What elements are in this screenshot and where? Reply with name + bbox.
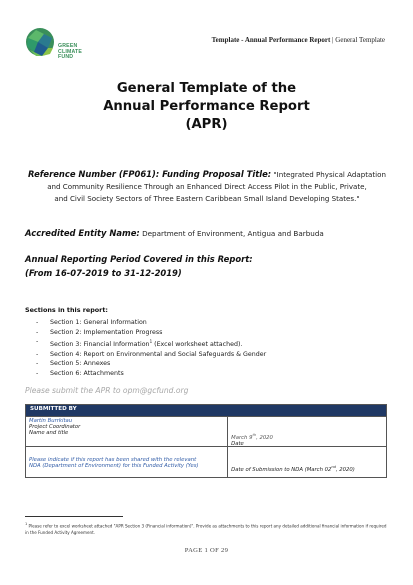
footnote-number: 1 [25,522,28,526]
footnote-ref: 1 [149,339,153,345]
table-row [26,447,387,478]
reporting-period [25,252,253,280]
page-number: PAGE 1 OF 29 [184,547,229,554]
submitter-role: Project Coordinator [29,424,81,430]
date-cell [228,417,387,447]
reporting-period-label: Annual Reporting Period Covered in this Report: [25,254,253,264]
list-item: - Section 6: Attachments [36,369,266,379]
gcf-logo [24,26,104,70]
accredited-entity-value: Department of Environment, Antigua and Barbuda [139,229,324,238]
submit-instruction: Please submit the APR to opm@gcfund.org [25,386,189,395]
nda-shared-cell [26,447,228,478]
table-header: SUBMITTED BY [26,405,387,417]
sections-heading: Sections in this report: [25,306,108,314]
running-header [212,36,385,44]
submission-date: March 9th, 2020 [231,433,273,441]
nda-date-cell [228,447,387,478]
submitter-cell [26,417,228,447]
title-line-3: (APR) [185,117,228,132]
sections-list [36,318,266,379]
gcf-globe-icon [24,26,58,66]
nda-submission-date: Date of Submission to NDA (March 02nd, 2020) [231,465,355,473]
nda-shared-line-1: Please indicate if this report has been shared with the relevant [29,457,197,463]
name-caption: Name and title [29,430,69,436]
list-item: - Section 2: Implementation Progress [36,328,266,338]
reference-label: Reference Number (FP061): Funding Proposal Title: [28,169,272,179]
reference-text-1: "Integrated Physical Adaptation [271,170,386,179]
reference-block [26,168,388,205]
list-item: - Section 3: Financial Information$^1$ (Excel worksheet attached). [36,337,266,350]
list-item: - Section 5: Annexes [36,359,266,369]
footnote [25,521,389,536]
submitted-by-table [25,404,387,478]
reporting-period-dates: (From 16-07-2019 to 31-12-2019) [25,268,182,278]
running-header-title: Template - Annual Performance Report [211,36,331,44]
submitter-name: Martin Burrkitau [29,418,73,424]
table-row [26,417,387,447]
title-line-2: Annual Performance Report [103,99,310,114]
list-item: - Section 1: General Information [36,318,266,328]
running-header-subtitle: | General Template [330,36,385,44]
date-caption: Date [231,440,244,447]
document-title [0,80,413,134]
footnote-separator [25,516,123,517]
accredited-entity-label: Accredited Entity Name: [25,228,140,238]
accredited-entity [25,228,324,238]
title-line-1: General Template of the [116,81,297,96]
list-item: - Section 4: Report on Environmental and Social Safeguards & Gender [36,350,266,360]
reference-text-2: and Community Resilience Through an Enhanced Direct Access Pilot in the Public, Private, [47,182,367,191]
footnote-text: Please refer to excel worksheet attached "APR Section 3 (Financial information)". Provide as attachments to this report any detailed additional financial information if required in the Funded Activity Agreement. [25,523,387,535]
logo-wordmark: GREEN CLIMATE FUND [58,43,83,61]
reference-text-3: and Civil Society Sectors of Three Eastern Caribbean Small Island Developing States." [54,194,360,203]
nda-shared-line-2: NDA (Department of Environment) for this Funded Activity (Yes) [29,463,199,469]
